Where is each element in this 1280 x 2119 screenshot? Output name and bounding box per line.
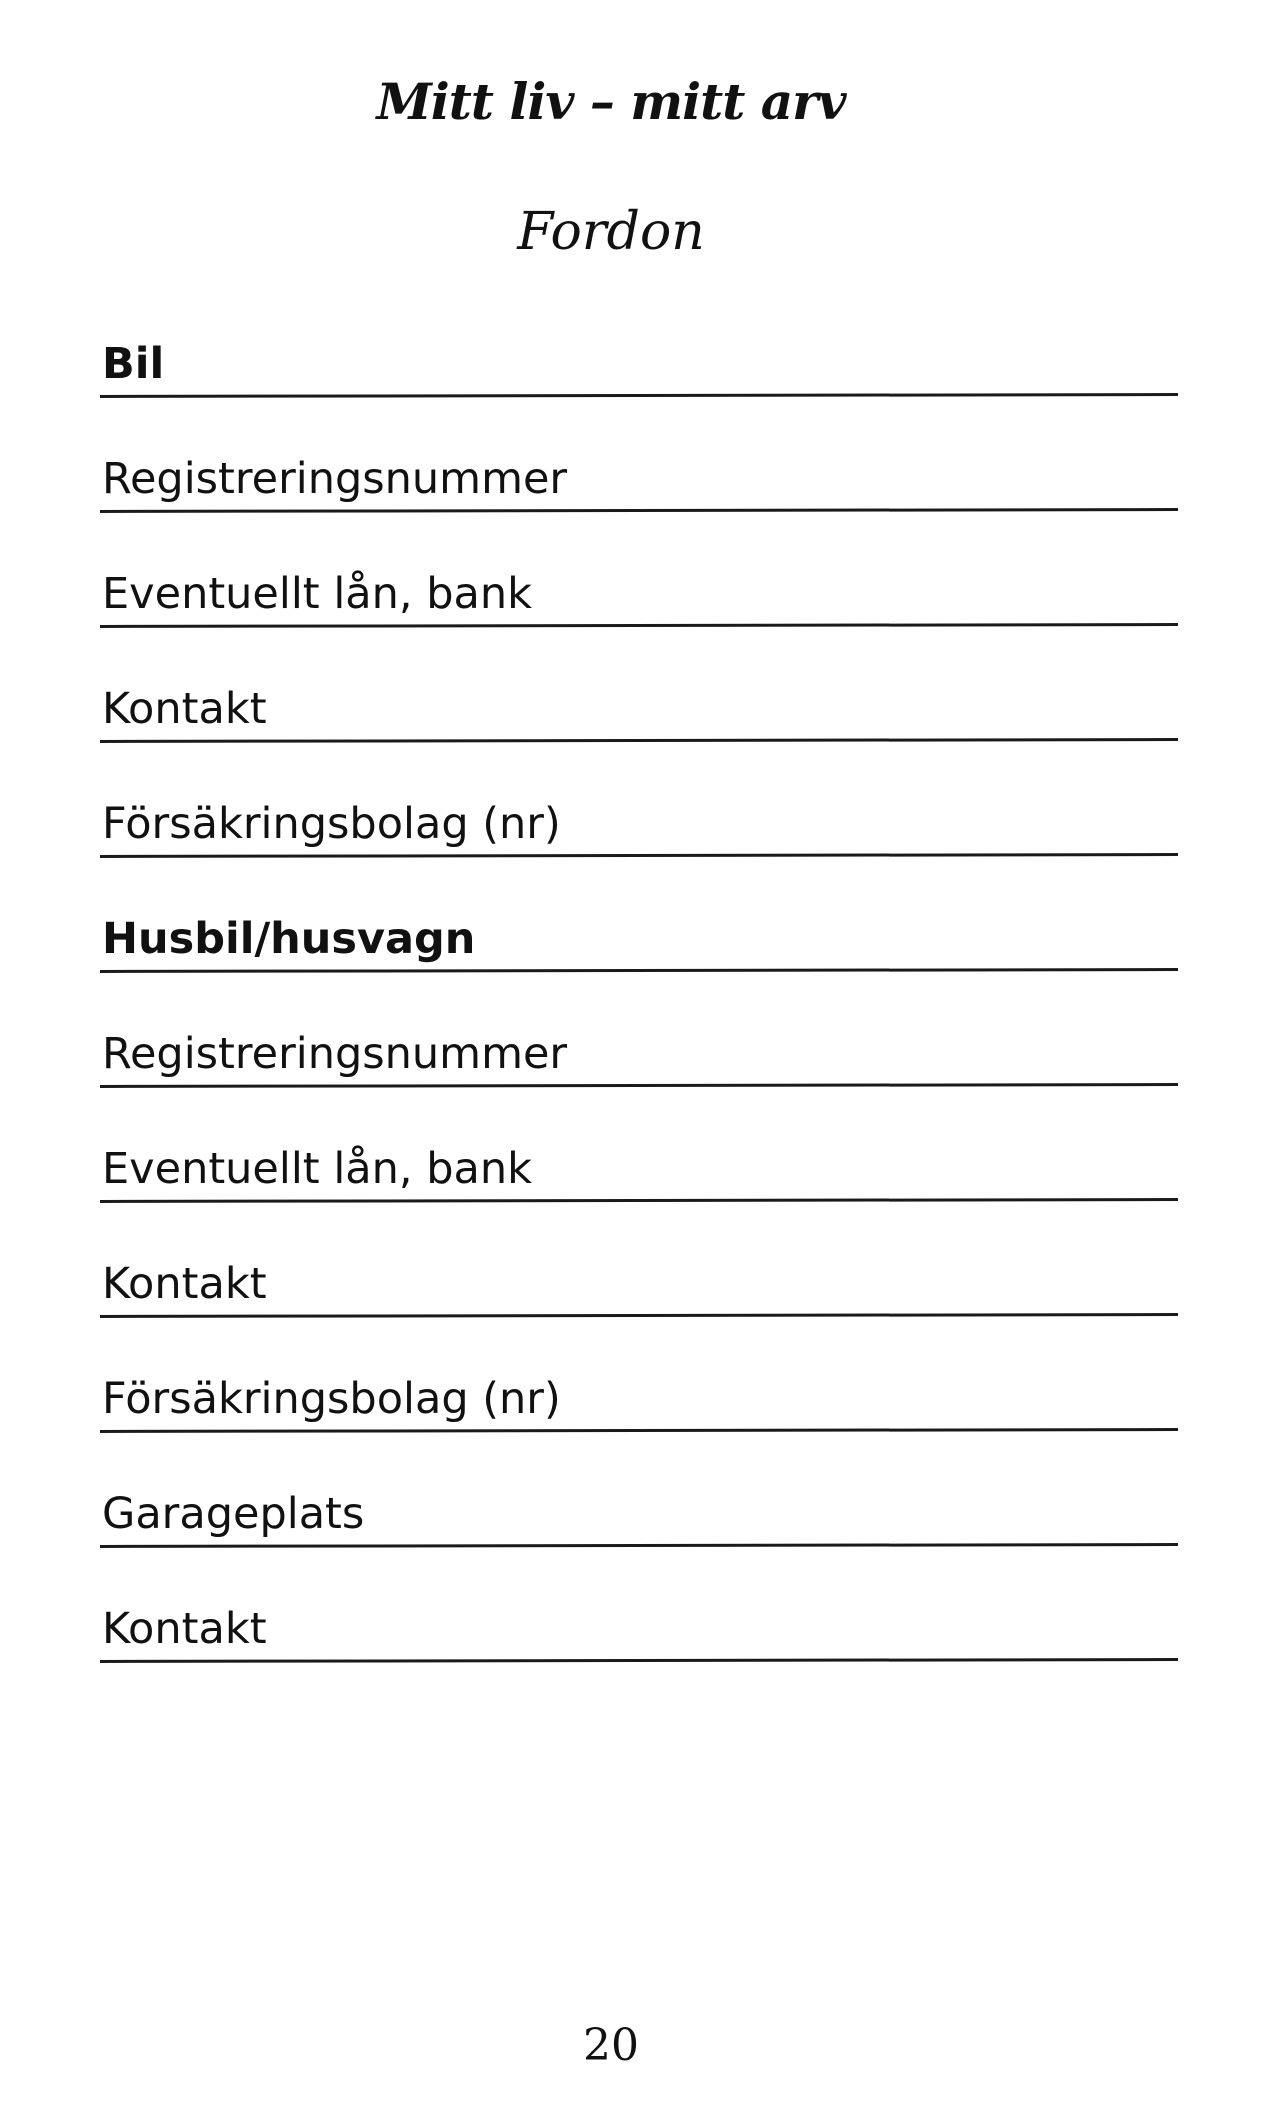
page-header-title: Mitt liv – mitt arv	[376, 72, 846, 131]
fill-in-line[interactable]	[100, 853, 1178, 858]
page-number: 20	[583, 2020, 639, 2071]
form-row-kontakt[interactable]	[100, 1595, 1178, 1710]
fill-in-line[interactable]	[100, 1543, 1178, 1548]
section-title: Fordon	[517, 202, 705, 262]
field-label: Kontakt	[102, 1259, 267, 1309]
form-row-garageplats[interactable]	[100, 1480, 1178, 1595]
form-row-bil[interactable]	[100, 330, 1178, 445]
fill-in-line[interactable]	[100, 508, 1178, 513]
fill-in-line[interactable]	[100, 1428, 1178, 1433]
form-row-kontakt[interactable]	[100, 1250, 1178, 1365]
fill-in-line[interactable]	[100, 1083, 1178, 1088]
form-row-kontakt[interactable]	[100, 675, 1178, 790]
field-label: Försäkringsbolag (nr)	[102, 1374, 561, 1424]
field-label: Eventuellt lån, bank	[102, 1144, 532, 1194]
field-label: Husbil/husvagn	[102, 914, 476, 964]
field-label: Registreringsnummer	[102, 454, 568, 504]
field-label: Eventuellt lån, bank	[102, 569, 532, 619]
fill-in-line[interactable]	[100, 738, 1178, 743]
form-row-registreringsnummer[interactable]	[100, 445, 1178, 560]
fill-in-line[interactable]	[100, 968, 1178, 973]
fill-in-line[interactable]	[100, 1198, 1178, 1203]
field-label: Registreringsnummer	[102, 1029, 568, 1079]
form-fields	[100, 330, 1178, 1710]
fill-in-line[interactable]	[100, 393, 1178, 398]
field-label: Kontakt	[102, 1604, 267, 1654]
form-row-registreringsnummer[interactable]	[100, 1020, 1178, 1135]
form-row-forsakringsbolag[interactable]	[100, 790, 1178, 905]
field-label: Försäkringsbolag (nr)	[102, 799, 561, 849]
form-row-husbil-husvagn[interactable]	[100, 905, 1178, 1020]
fill-in-line[interactable]	[100, 1658, 1178, 1663]
fill-in-line[interactable]	[100, 623, 1178, 628]
form-row-eventuellt-lan[interactable]	[100, 560, 1178, 675]
field-label: Bil	[102, 339, 165, 389]
field-label: Garageplats	[102, 1489, 365, 1539]
fill-in-line[interactable]	[100, 1313, 1178, 1318]
form-row-forsakringsbolag[interactable]	[100, 1365, 1178, 1480]
field-label: Kontakt	[102, 684, 267, 734]
form-row-eventuellt-lan[interactable]	[100, 1135, 1178, 1250]
